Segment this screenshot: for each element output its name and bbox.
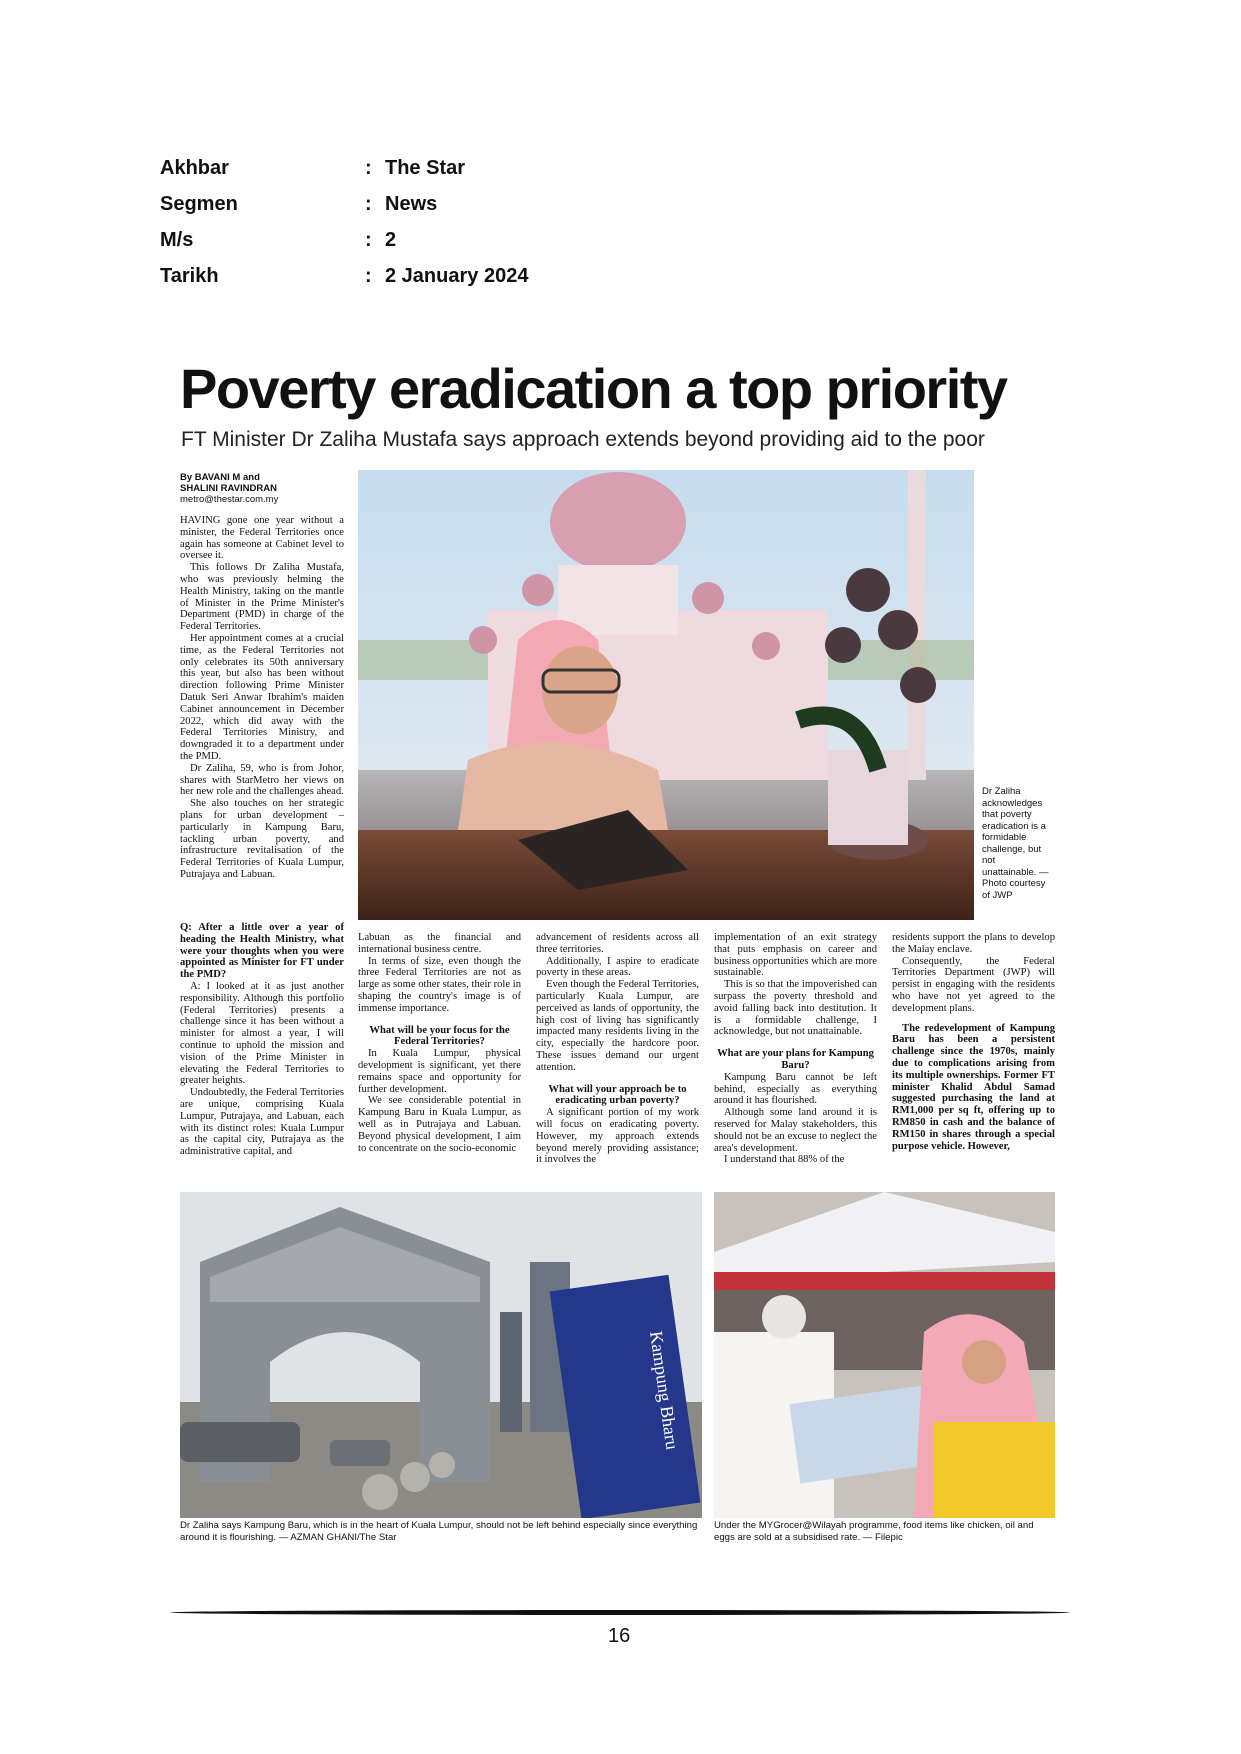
column-2: Labuan as the financial and international business centre. In terms of size, even though the three Federal Territories are not as large as some other states, their role in shaping the country's image is of immense importance. What will be your focus for the Federal Territories? In Kuala Lumpur, physical development is significant, yet there remains space and opportunity for further development. We see considerable potential in Kampung Baru in Kuala Lumpur, as well as in Putrajaya and Labuan. Beyond physical development, I aim to concentrate on the socio-economic bbox=[358, 932, 521, 1154]
meta-row-page: M/s : 2 bbox=[160, 228, 397, 251]
headline: Poverty eradication a top priority bbox=[180, 357, 1007, 420]
meta-row-segmen: Segmen : News bbox=[160, 192, 438, 215]
gate-photo-caption: Dr Zaliha says Kampung Baru, which is in the heart of Kuala Lumpur, should not be left behind especially since everything around it is flourishing. — AZMAN GHANI/The Star bbox=[180, 1520, 698, 1543]
market-photo-caption: Under the MYGrocer@Wilayah programme, food items like chicken, oil and eggs are sold at a subsidised rate. — Filepic bbox=[714, 1520, 1034, 1543]
meta-row-akhbar: Akhbar : The Star bbox=[160, 156, 466, 179]
market-photo bbox=[714, 1192, 1055, 1518]
column-1b: Q: After a little over a year of heading the Health Ministry, what were your thoughts when you were appointed as Minister for FT under the PMD? A: I looked at it as just another responsibility. Although this portfolio (Federal Territories) presents a challenge since it has been without a minister for almost a year, I will continue to uphold the mission and vision of the Prime Minister in elevating the Federal Territories to greater heights. Undoubtedly, the Federal Territories are unique, comprising Kuala Lumpur, Putrajaya, and Labuan, each with its distinct roles: Kuala Lumpur as the capital city, Putrajaya as the administrative capital, and bbox=[180, 922, 344, 1158]
byline: By BAVANI M and SHALINI RAVINDRAN metro@thestar.com.my bbox=[180, 472, 279, 505]
page-number: 16 bbox=[608, 1625, 631, 1647]
svg-text:Kampung Bharu: Kampung Bharu bbox=[646, 1329, 683, 1451]
subheadline: FT Minister Dr Zaliha Mustafa says approach extends beyond providing aid to the poor bbox=[181, 428, 985, 451]
article-metadata bbox=[160, 150, 528, 294]
kampung-baru-gate-photo bbox=[180, 1192, 702, 1518]
meta-row-tarikh: Tarikh : 2 January 2024 bbox=[160, 264, 529, 287]
main-photo-caption: Dr Zaliha acknowledges that poverty eradication is a formidable challenge, but not unattainable. — Photo courtesy of JWP bbox=[982, 786, 1049, 901]
column-5: residents support the plans to develop the Malay enclave. Consequently, the Federal Territories Department (JWP) will persist in engaging with the residents who have not yet agreed to the development plans. The redevelopment of Kampung Baru has been a persistent challenge since the 1970s, mainly due to complications arising from its multiple ownerships. Former FT minister Khalid Abdul Samad suggested purchasing the land at RM1,000 per sq ft, offering up to RM850 in cash and the balance of RM150 in shares through a special purpose vehicle. However, bbox=[892, 932, 1055, 1152]
footer-rule bbox=[170, 1610, 1070, 1615]
column-1: HAVING gone one year without a minister, the Federal Territories once again has someone at Cabinet level to oversee it. This follows Dr Zaliha Mustafa, who was previously helming the Health Ministry, taking on the mantle of Minister in the Prime Minister's Department (PMD) in charge of the Federal Territories. Her appointment comes at a crucial time, as the Federal Territories not only celebrates its 50th anniversary this year, but also has been without direction following Prime Minister Datuk Seri Anwar Ibrahim's maiden Cabinet announcement in December 2022, which did away with the Federal Territories Ministry, and downgraded it to a department under the PMD. Dr Zaliha, 59, who is from Johor, shares with StarMetro her views on her new role and the challenges ahead. She also touches on her strategic plans for urban development – particularly in Kampung Baru, tackling urban poverty, and infrastructure revitalisation of the Federal Territories of Kuala Lumpur, Putrajaya and Labuan. bbox=[180, 515, 344, 880]
main-photo bbox=[358, 470, 974, 920]
column-3: advancement of residents across all three territories. Additionally, I aspire to eradicate poverty in these areas. Even though the Federal Territories, particularly Kuala Lumpur, are perceived as lands of opportunity, the high cost of living has significantly impacted many residents living in the city, especially the hardcore poor. These issues demand our urgent attention. What will your approach be to eradicating urban poverty? A significant portion of my work will focus on eradicating poverty. However, my approach extends beyond merely providing assistance; it involves the bbox=[536, 932, 699, 1166]
column-4: implementation of an exit strategy that puts emphasis on career and business opportunities which are more sustainable. This is so that the impoverished can surpass the poverty threshold and avoid falling back into destitution. It is a formidable challenge, I acknowledge, but not unattainable. What are your plans for Kampung Baru? Kampung Baru cannot be left behind, especially as everything around it has flourished. Although some land around it is reserved for Malay stakeholders, this should not be an excuse to neglect the area's development. I understand that 88% of the bbox=[714, 932, 877, 1166]
